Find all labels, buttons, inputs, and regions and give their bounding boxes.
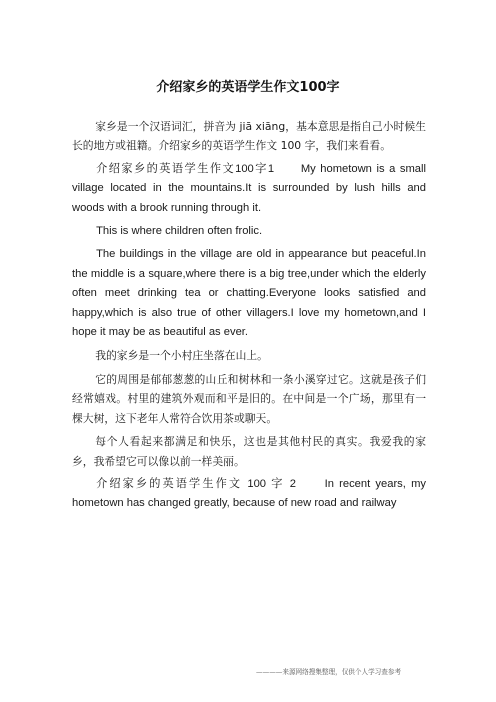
paragraph-essay2-start: 介绍家乡的英语学生作文 100 字 2 In recent years, my hometown has changed greatly, because of new road and railway <box>72 477 426 510</box>
document-title: 介绍家乡的英语学生作文100字 <box>156 80 340 95</box>
paragraph-translation-1: 我的家乡是一个小村庄坐落在山上。 <box>95 349 268 363</box>
paragraph-essay1-frolic: This is where children often frolic. <box>96 225 263 238</box>
paragraph-essay1-start: 介绍家乡的英语学生作文100字1 My hometown is a small village located in the mountains.It is surrounded by lush hills and woods with a brook running through it. <box>72 162 426 214</box>
paragraph-essay1-buildings: The buildings in the village are old in appearance but peaceful.In the middle is a square,where there is a big tree,under which the elderly often meet drinking tea or chatting.Everyone looks satisfied and happy,which is also true of other villagers.I love my hometown,and I hope it may be as beautiful as ever. <box>72 248 426 339</box>
paragraph-intro: 家乡是一个汉语词汇，拼音为 jiā xiāng，基本意思是指自己小时候生长的地方或祖籍。介绍家乡的英语学生作文 100 字，我们来看看。 <box>72 120 426 153</box>
paragraph-translation-2: 它的周围是郁郁葱葱的山丘和树林和一条小溪穿过它。这就是孩子们经常嬉戏。村里的建筑外观而和平是旧的。在中间是一个广场，那里有一棵大树，这下老年人常符合饮用茶或聊天。 <box>72 372 426 425</box>
source-footer: ————来源网络搜集整理，仅供个人学习查参考 <box>256 668 402 676</box>
paragraph-translation-3: 每个人看起来都满足和快乐，这也是其他村民的真实。我爱我的家乡，我希望它可以像以前一样美丽。 <box>72 435 426 468</box>
document-body <box>72 117 426 518</box>
